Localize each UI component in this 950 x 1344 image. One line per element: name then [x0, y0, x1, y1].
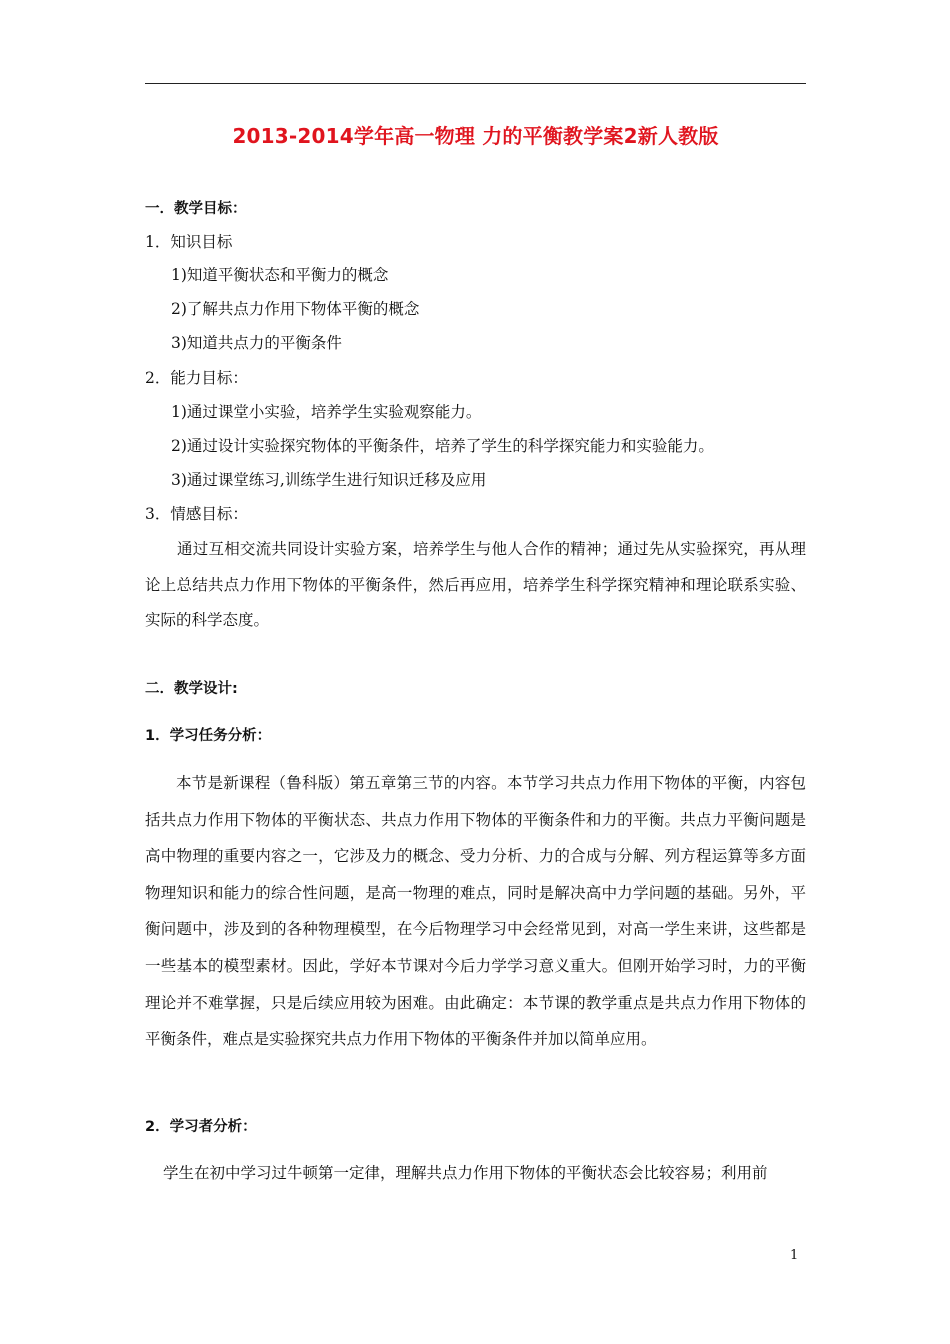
knowledge-item-3: 3)知道共点力的平衡条件 [171, 334, 342, 352]
learner-paragraph: 学生在初中学习过牛顿第一定律，理解共点力作用下物体的平衡状态会比较容易；利用前 [163, 1164, 768, 1182]
ability-item-1: 1)通过课堂小实验，培养学生实验观察能力。 [171, 403, 482, 421]
knowledge-item-1: 1)知道平衡状态和平衡力的概念 [171, 266, 389, 284]
page-number: 1 [790, 1248, 799, 1263]
ability-heading: 2．能力目标： [145, 369, 248, 387]
section2-heading: 二．教学设计: [145, 681, 238, 697]
task-heading: 1．学习任务分析： [145, 728, 272, 744]
knowledge-item-2: 2)了解共点力作用下物体平衡的概念 [171, 300, 420, 318]
emotion-paragraph: 通过互相交流共同设计实验方案，培养学生与他人合作的精神；通过先从实验探究，再从理论上总结共点力作用下物体的平衡条件，然后再应用，培养学生科学探究精神和理论联系实验、实际的科学态度。 [145, 540, 806, 629]
header-rule [145, 83, 806, 84]
document-title: 2013-2014学年高一物理 力的平衡教学案2新人教版 [232, 124, 719, 148]
knowledge-heading: 1．知识目标 [145, 233, 233, 251]
learner-heading: 2．学习者分析： [145, 1119, 257, 1135]
section1-heading: 一．教学目标： [145, 201, 247, 217]
emotion-heading: 3．情感目标： [145, 505, 248, 523]
task-paragraph: 本节是新课程（鲁科版）第五章第三节的内容。本节学习共点力作用下物体的平衡，内容包括共点力作用下物体的平衡状态、共点力作用下物体的平衡条件和力的平衡。共点力平衡问题是高中物理的重要内容之一，它涉及力的概念、受力分析、力的合成与分解、列方程运算等多方面物理知识和能力的综合性问题，是高一物理的难点，同时是解决高中力学问题的基础。另外，平衡问题中，涉及到的各种物理模型，在今后物理学习中会经常见到，对高一学生来讲，这些都是一些基本的模型素材。因此，学好本节课对今后力学学习意义重大。但刚开始学习时，力的平衡理论并不难掌握，只是后续应用较为困难。由此确定：本节课的教学重点是共点力作用下物体的平衡条件，难点是实验探究共点力作用下物体的平衡条件并加以简单应用。 [145, 774, 806, 1049]
ability-item-3: 3)通过课堂练习,训练学生进行知识迁移及应用 [171, 471, 487, 489]
ability-item-2: 2)通过设计实验探究物体的平衡条件，培养了学生的科学探究能力和实验能力。 [171, 437, 714, 455]
